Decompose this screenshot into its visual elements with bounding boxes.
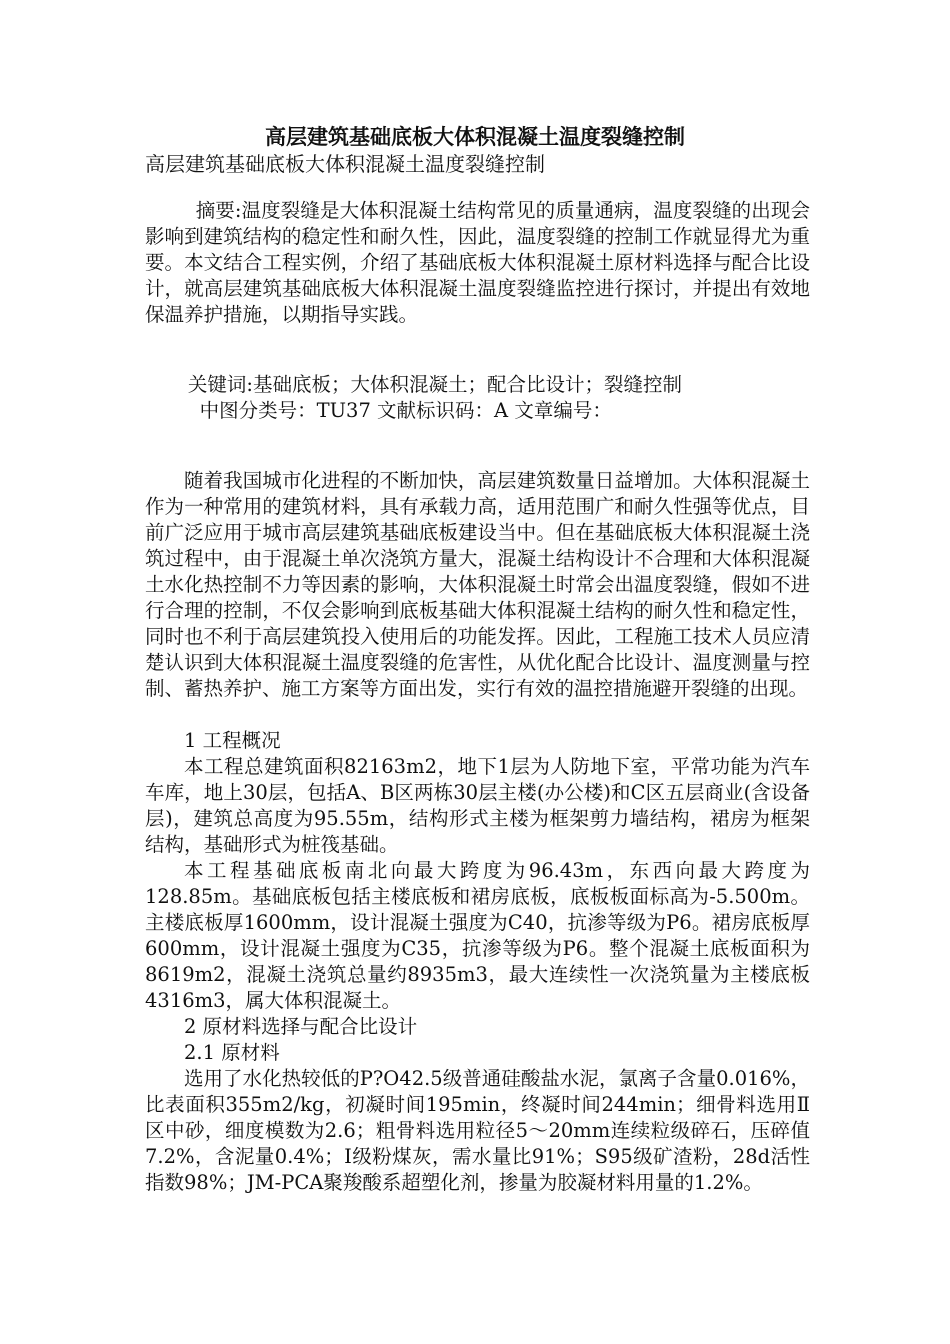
section-2-1-heading: 2.1 原材料 [184,1041,280,1064]
body-sections [145,728,810,1196]
section-1-paragraph-1: 本工程总建筑面积82163m2，地下1层为人防地下室，平常功能为汽车车库，地上30层，包括A、B区两栋30层主楼(办公楼)和C区五层商业(含设备层)，建筑总高度为95.55m，结构形式主楼为框架剪力墙结构，裙房为框架结构，基础形式为桩筏基础。 [145,755,810,856]
abstract-paragraph: 摘要:温度裂缝是大体积混凝土结构常见的质量通病，温度裂缝的出现会影响到建筑结构的稳定性和耐久性，因此，温度裂缝的控制工作就显得尤为重要。本文结合工程实例，介绍了基础底板大体积混凝土原材料选择与配合比设计，就高层建筑基础底板大体积混凝土温度裂缝监控进行探讨，并提出有效地保温养护措施，以期指导实践。 [145,199,810,326]
classification-line: 中图分类号：TU37 文献标识码：A 文章编号： [199,399,612,422]
document-subtitle: 高层建筑基础底板大体积混凝土温度裂缝控制 [145,152,545,176]
intro-paragraph: 随着我国城市化进程的不断加快，高层建筑数量日益增加。大体积混凝土作为一种常用的建筑材料，具有承载力高，适用范围广和耐久性强等优点，目前广泛应用于城市高层建筑基础底板建设当中。但在基础底板大体积混凝土浇筑过程中，由于混凝土单次浇筑方量大，混凝土结构设计不合理和大体积混凝土水化热控制不力等因素的影响，大体积混凝土时常会出温度裂缝，假如不进行合理的控制，不仅会影响到底板基础大体积混凝土结构的耐久性和稳定性，同时也不利于高层建筑投入使用后的功能发挥。因此，工程施工技术人员应清楚认识到大体积混凝土温度裂缝的危害性，从优化配合比设计、温度测量与控制、蓄热养护、施工方案等方面出发，实行有效的温控措施避开裂缝的出现。 [145,469,810,700]
section-2-heading: 2 原材料选择与配合比设计 [184,1015,418,1038]
document-title: 高层建筑基础底板大体积混凝土温度裂缝控制 [265,125,685,149]
section-2-1-paragraph-1: 选用了水化热较低的P?O42.5级普通硅酸盐水泥，氯离子含量0.016%，比表面积355m2/kg，初凝时间195min，终凝时间244min；细骨料选用Ⅱ区中砂，细度模数为2.6；粗骨料选用粒径5～20mm连续粒级碎石，压碎值7.2%，含泥量0.4%；Ⅰ级粉煤灰，需水量比91%；S95级矿渣粉，28d活性指数98%；JM-PCA聚羧酸系超塑化剂，掺量为胶凝材料用量的1.2%。 [145,1067,810,1194]
section-1-heading: 1 工程概况 [184,729,281,752]
section-1-paragraph-2: 本工程基础底板南北向最大跨度为96.43m，东西向最大跨度为128.85m。基础底板包括主楼底板和裙房底板，底板板面标高为-5.500m。主楼底板厚1600mm，设计混凝土强度为C40，抗渗等级为P6。裙房底板厚600mm，设计混凝土强度为C35，抗渗等级为P6。整个混凝土底板面积为8619m2，混凝土浇筑总量约8935m3，最大连续性一次浇筑量为主楼底板4316m3，属大体积混凝土。 [145,859,810,1012]
keywords-line: 关键词:基础底板；大体积混凝土；配合比设计；裂缝控制 [187,373,682,396]
